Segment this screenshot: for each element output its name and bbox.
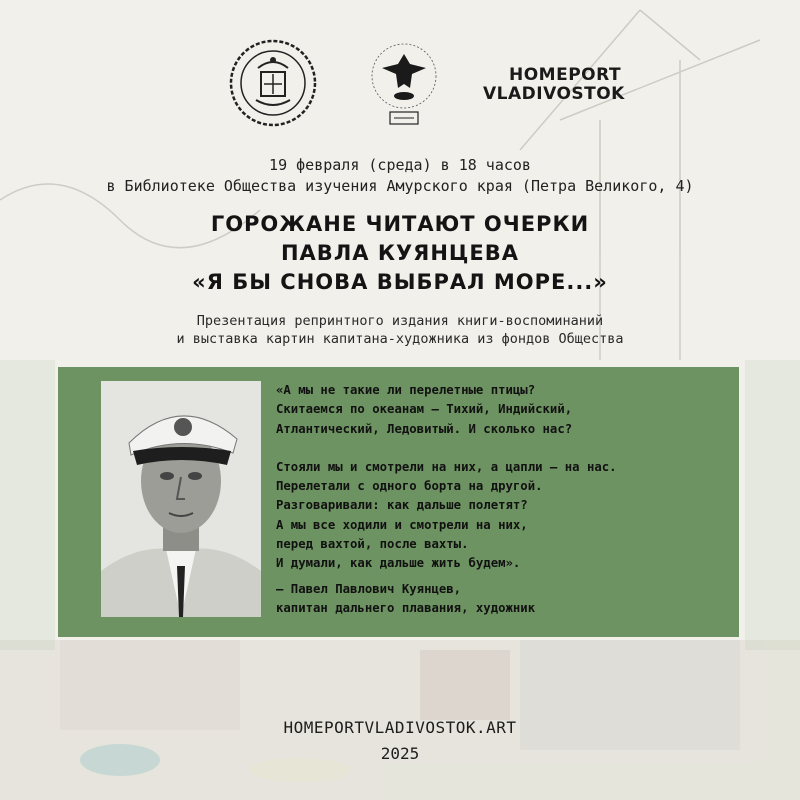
quote-line: Перелетали с одного борта на другой. <box>276 479 543 494</box>
homeport-logo-line1: HOMEPORT <box>509 65 622 85</box>
website-url[interactable]: HOMEPORTVLADIVOSTOK.ART <box>283 718 517 737</box>
subtitle-line-2: и выставка картин капитана-художника из фондов Общества <box>176 331 624 347</box>
subtitle-line-1: Презентация репринтного издания книги-воспоминаний <box>196 313 604 329</box>
quote-author: – Павел Павлович Куянцев, <box>276 581 462 596</box>
quote-line: Скитаемся по океанам – Тихий, Индийский, <box>276 402 573 417</box>
footer-year: 2025 <box>380 744 420 763</box>
title-line-3: «Я БЫ СНОВА ВЫБРАЛ МОРЕ...» <box>192 270 608 294</box>
quote-line: Атлантический, Ледовитый. И сколько нас? <box>276 421 573 436</box>
quote-line: Разговаривали: как дальше полетят? <box>276 498 528 513</box>
captain-portrait-photo <box>101 381 261 617</box>
event-date: 19 февраля (среда) в 18 часов <box>269 156 531 174</box>
event-place: в Библиотеке Общества изучения Амурского края (Петра Великого, 4) <box>106 177 694 195</box>
homeport-logo-line2: VLADIVOSTOK <box>483 84 625 104</box>
homeport-vladivostok-logo <box>483 65 625 104</box>
quote-line: «А мы не такие ли перелетные птицы? <box>276 383 536 397</box>
quote-line: И думали, как дальше жить будем». <box>276 556 521 571</box>
quote-line: А мы все ходили и смотрели на них, <box>276 517 528 532</box>
society-seal-logo <box>228 38 318 128</box>
quote-line: перед вахтой, после вахты. <box>276 537 469 552</box>
eagle-emblem-logo <box>364 34 444 130</box>
logo-bar <box>0 34 800 134</box>
quote-text <box>276 381 726 618</box>
quote-author-role: капитан дальнего плавания, художник <box>276 600 536 615</box>
title-line-2: ПАВЛА КУЯНЦЕВА <box>280 241 520 265</box>
title-line-1: ГОРОЖАНЕ ЧИТАЮТ ОЧЕРКИ <box>210 212 590 236</box>
quote-line: Стояли мы и смотрели на них, а цапли – на нас. <box>276 459 617 474</box>
